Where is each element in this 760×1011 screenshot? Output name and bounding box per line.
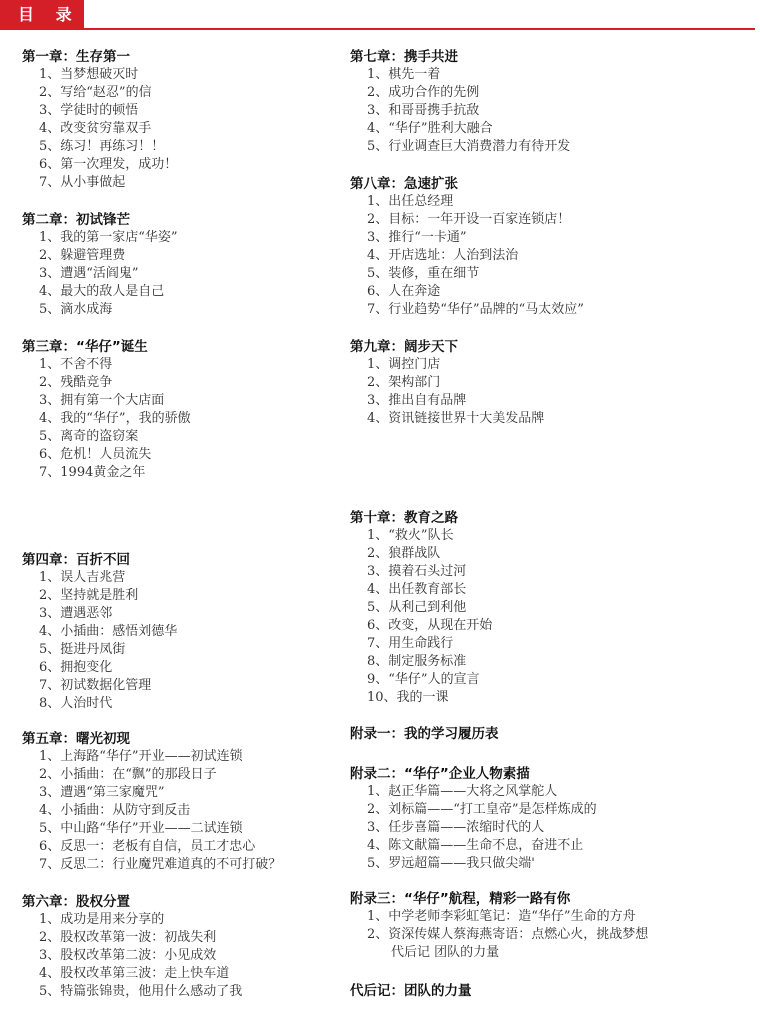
chapter-items — [350, 356, 750, 428]
list-item[interactable]: 5、行业调查巨大消费潜力有待开发 — [367, 139, 571, 154]
chapter-8 — [350, 175, 750, 319]
header-divider — [0, 28, 755, 30]
list-item[interactable]: 1、误人吉兆营 — [39, 570, 126, 585]
list-item[interactable]: 2、小插曲：在“飘”的那段日子 — [39, 767, 217, 782]
list-item[interactable]: 7、反思二：行业魔咒难道真的不可打破？ — [39, 857, 282, 872]
list-item[interactable]: 5、中山路“华仔”开业——二试连锁 — [39, 821, 243, 836]
chapter-title[interactable]: 第三章：“华仔”诞生 — [22, 339, 148, 355]
chapter-title[interactable]: 第一章：生存第一 — [22, 49, 130, 65]
appendix-3 — [350, 890, 750, 962]
list-item[interactable]: 4、改变贫穷靠双手 — [39, 121, 152, 136]
list-item[interactable]: 8、人治时代 — [39, 696, 113, 711]
list-item[interactable]: 6、第一次理发，成功！ — [39, 157, 178, 172]
list-item[interactable]: 1、不舍不得 — [39, 357, 113, 372]
chapter-items — [350, 783, 750, 873]
list-item[interactable]: 3、遭遇“活阎鬼” — [39, 266, 139, 281]
list-item[interactable]: 1、出任总经理 — [367, 194, 454, 209]
afterword — [350, 982, 750, 1000]
list-item[interactable]: 1、“救火”队长 — [367, 528, 454, 543]
list-item[interactable]: 4、出任教育部长 — [367, 582, 467, 597]
list-item[interactable]: 5、特篇张锦贵，他用什么感动了我 — [39, 984, 243, 999]
list-item[interactable]: 5、罗远超篇——我只做尖端' — [367, 856, 535, 871]
chapter-items — [22, 911, 340, 1001]
chapter-title[interactable]: 第九章：阔步天下 — [350, 339, 458, 355]
list-item[interactable]: 2、刘标篇——“打工皇帝”是怎样炼成的 — [367, 802, 597, 817]
list-item[interactable]: 2、写给“赵忍”的信 — [39, 85, 152, 100]
chapter-title[interactable]: 附录二：“华仔”企业人物素描 — [350, 766, 530, 782]
list-item[interactable]: 3、推行“一卡通” — [367, 230, 467, 245]
chapter-7 — [350, 48, 750, 156]
list-item[interactable]: 5、从利己到利他 — [367, 600, 467, 615]
chapter-items — [22, 229, 340, 319]
list-item[interactable]: 3、摸着石头过河 — [367, 564, 467, 579]
list-item[interactable]: 1、成功是用来分享的 — [39, 912, 165, 927]
list-item[interactable]: 2、目标：一年开设一百家连锁店！ — [367, 212, 571, 227]
list-item[interactable]: 6、拥抱变化 — [39, 660, 113, 675]
list-item[interactable]: 6、反思一：老板有自信，员工才忠心 — [39, 839, 256, 854]
chapter-6 — [22, 893, 340, 1001]
chapter-title[interactable]: 第五章：曙光初现 — [22, 731, 130, 747]
list-item[interactable]: 4、陈文献篇——生命不息，奋进不止 — [367, 838, 584, 853]
chapter-items — [350, 193, 750, 319]
chapter-items — [22, 569, 340, 713]
list-item[interactable]: 3、学徒时的顿悟 — [39, 103, 139, 118]
list-item[interactable]: 4、股权改革第三波：走上快车道 — [39, 966, 230, 981]
chapter-title[interactable]: 第二章：初试锋芒 — [22, 212, 130, 228]
chapter-items — [22, 356, 340, 482]
list-item[interactable]: 5、挺进丹凤街 — [39, 642, 126, 657]
list-item[interactable]: 1、上海路“华仔”开业——初试连锁 — [39, 749, 243, 764]
chapter-title[interactable]: 代后记：团队的力量 — [350, 983, 472, 999]
list-item[interactable]: 4、开店选址：人治到法治 — [367, 248, 519, 263]
list-item[interactable]: 4、“华仔”胜利大融合 — [367, 121, 493, 136]
list-item[interactable]: 1、当梦想破灭时 — [39, 67, 139, 82]
chapter-title[interactable]: 附录三：“华仔”航程，精彩一路有你 — [350, 891, 571, 907]
appendix-2 — [350, 765, 750, 873]
list-item[interactable]: 1、我的第一家店“华姿” — [39, 230, 178, 245]
list-item[interactable]: 2、狼群战队 — [367, 546, 441, 561]
list-item[interactable]: 10、我的一课 — [367, 690, 449, 705]
list-item[interactable]: 1、中学老师李彩虹笔记：造“华仔”生命的方舟 — [367, 909, 636, 924]
list-item[interactable]: 6、危机！人员流失 — [39, 447, 152, 462]
chapter-4 — [22, 551, 340, 713]
list-item[interactable]: 4、小插曲：感悟刘德华 — [39, 624, 178, 639]
list-item[interactable]: 4、资讯链接世界十大美发品牌 — [367, 411, 545, 426]
chapter-1 — [22, 48, 340, 192]
list-item[interactable]: 7、初试数据化管理 — [39, 678, 152, 693]
list-item[interactable]: 2、残酷竞争 — [39, 375, 113, 390]
chapter-items — [350, 908, 750, 962]
list-item[interactable]: 6、改变，从现在开始 — [367, 618, 493, 633]
chapter-title[interactable]: 第四章：百折不回 — [22, 552, 130, 568]
list-item[interactable]: 2、坚持就是胜利 — [39, 588, 139, 603]
list-item-continuation: 代后记 团队的力量 — [391, 945, 500, 960]
list-item[interactable]: 2、股权改革第一波：初战失利 — [39, 930, 217, 945]
appendix-1 — [350, 725, 750, 743]
list-item[interactable]: 7、用生命践行 — [367, 636, 454, 651]
list-item[interactable]: 1、调控门店 — [367, 357, 441, 372]
list-item[interactable]: 7、行业趋势“华仔”品牌的“马太效应” — [367, 302, 584, 317]
list-item[interactable]: 1、赵正华篇——大将之风掌舵人 — [367, 784, 558, 799]
list-item[interactable]: 4、我的“华仔”，我的骄傲 — [39, 411, 191, 426]
list-item[interactable]: 2、架构部门 — [367, 375, 441, 390]
list-item[interactable]: 7、1994黄金之年 — [39, 465, 146, 480]
list-item[interactable]: 3、遭遇“第三家魔咒” — [39, 785, 165, 800]
chapter-items — [22, 66, 340, 192]
list-item[interactable]: 2、躲避管理费 — [39, 248, 126, 263]
chapter-items — [22, 748, 340, 874]
chapter-5 — [22, 730, 340, 874]
chapter-title[interactable]: 第十章：教育之路 — [350, 510, 458, 526]
chapter-title[interactable]: 第七章：携手共进 — [350, 49, 458, 65]
list-item[interactable]: 2、成功合作的先例 — [367, 85, 480, 100]
chapter-3 — [22, 338, 340, 482]
list-item[interactable]: 4、小插曲：从防守到反击 — [39, 803, 191, 818]
list-item[interactable]: 3、遭遇恶邻 — [39, 606, 113, 621]
chapter-items — [350, 527, 750, 707]
chapter-10 — [350, 509, 750, 707]
list-item[interactable]: 5、装修，重在细节 — [367, 266, 480, 281]
chapter-items — [350, 66, 750, 156]
chapter-title[interactable]: 附录一：我的学习履历表 — [350, 726, 499, 742]
list-item[interactable]: 9、“华仔”人的宣言 — [367, 672, 480, 687]
list-item[interactable]: 1、棋先一着 — [367, 67, 441, 82]
list-item[interactable]: 3、推出自有品牌 — [367, 393, 467, 408]
list-item[interactable]: 3、股权改革第二波：小见成效 — [39, 948, 217, 963]
list-item[interactable]: 5、练习！再练习！！ — [39, 139, 165, 154]
chapter-9 — [350, 338, 750, 428]
list-item[interactable]: 4、最大的敌人是自己 — [39, 284, 165, 299]
list-item[interactable]: 8、制定服务标准 — [367, 654, 467, 669]
chapter-title[interactable]: 第六章：股权分置 — [22, 894, 130, 910]
list-item[interactable] — [350, 926, 750, 962]
list-item[interactable]: 5、滴水成海 — [39, 302, 113, 317]
list-item[interactable]: 3、任步喜篇——浓缩时代的人 — [367, 820, 545, 835]
list-item-text: 2、资深传媒人蔡海燕寄语：点燃心火，挑战梦想 — [367, 927, 649, 942]
toc-title: 目 录 — [0, 0, 84, 29]
list-item[interactable]: 5、离奇的盗窃案 — [39, 429, 139, 444]
chapter-2 — [22, 211, 340, 319]
list-item[interactable]: 7、从小事做起 — [39, 175, 126, 190]
list-item[interactable]: 3、拥有第一个大店面 — [39, 393, 165, 408]
list-item[interactable]: 6、人在奔途 — [367, 284, 441, 299]
chapter-title[interactable]: 第八章：急速扩张 — [350, 176, 458, 192]
list-item[interactable]: 3、和哥哥携手抗敌 — [367, 103, 480, 118]
